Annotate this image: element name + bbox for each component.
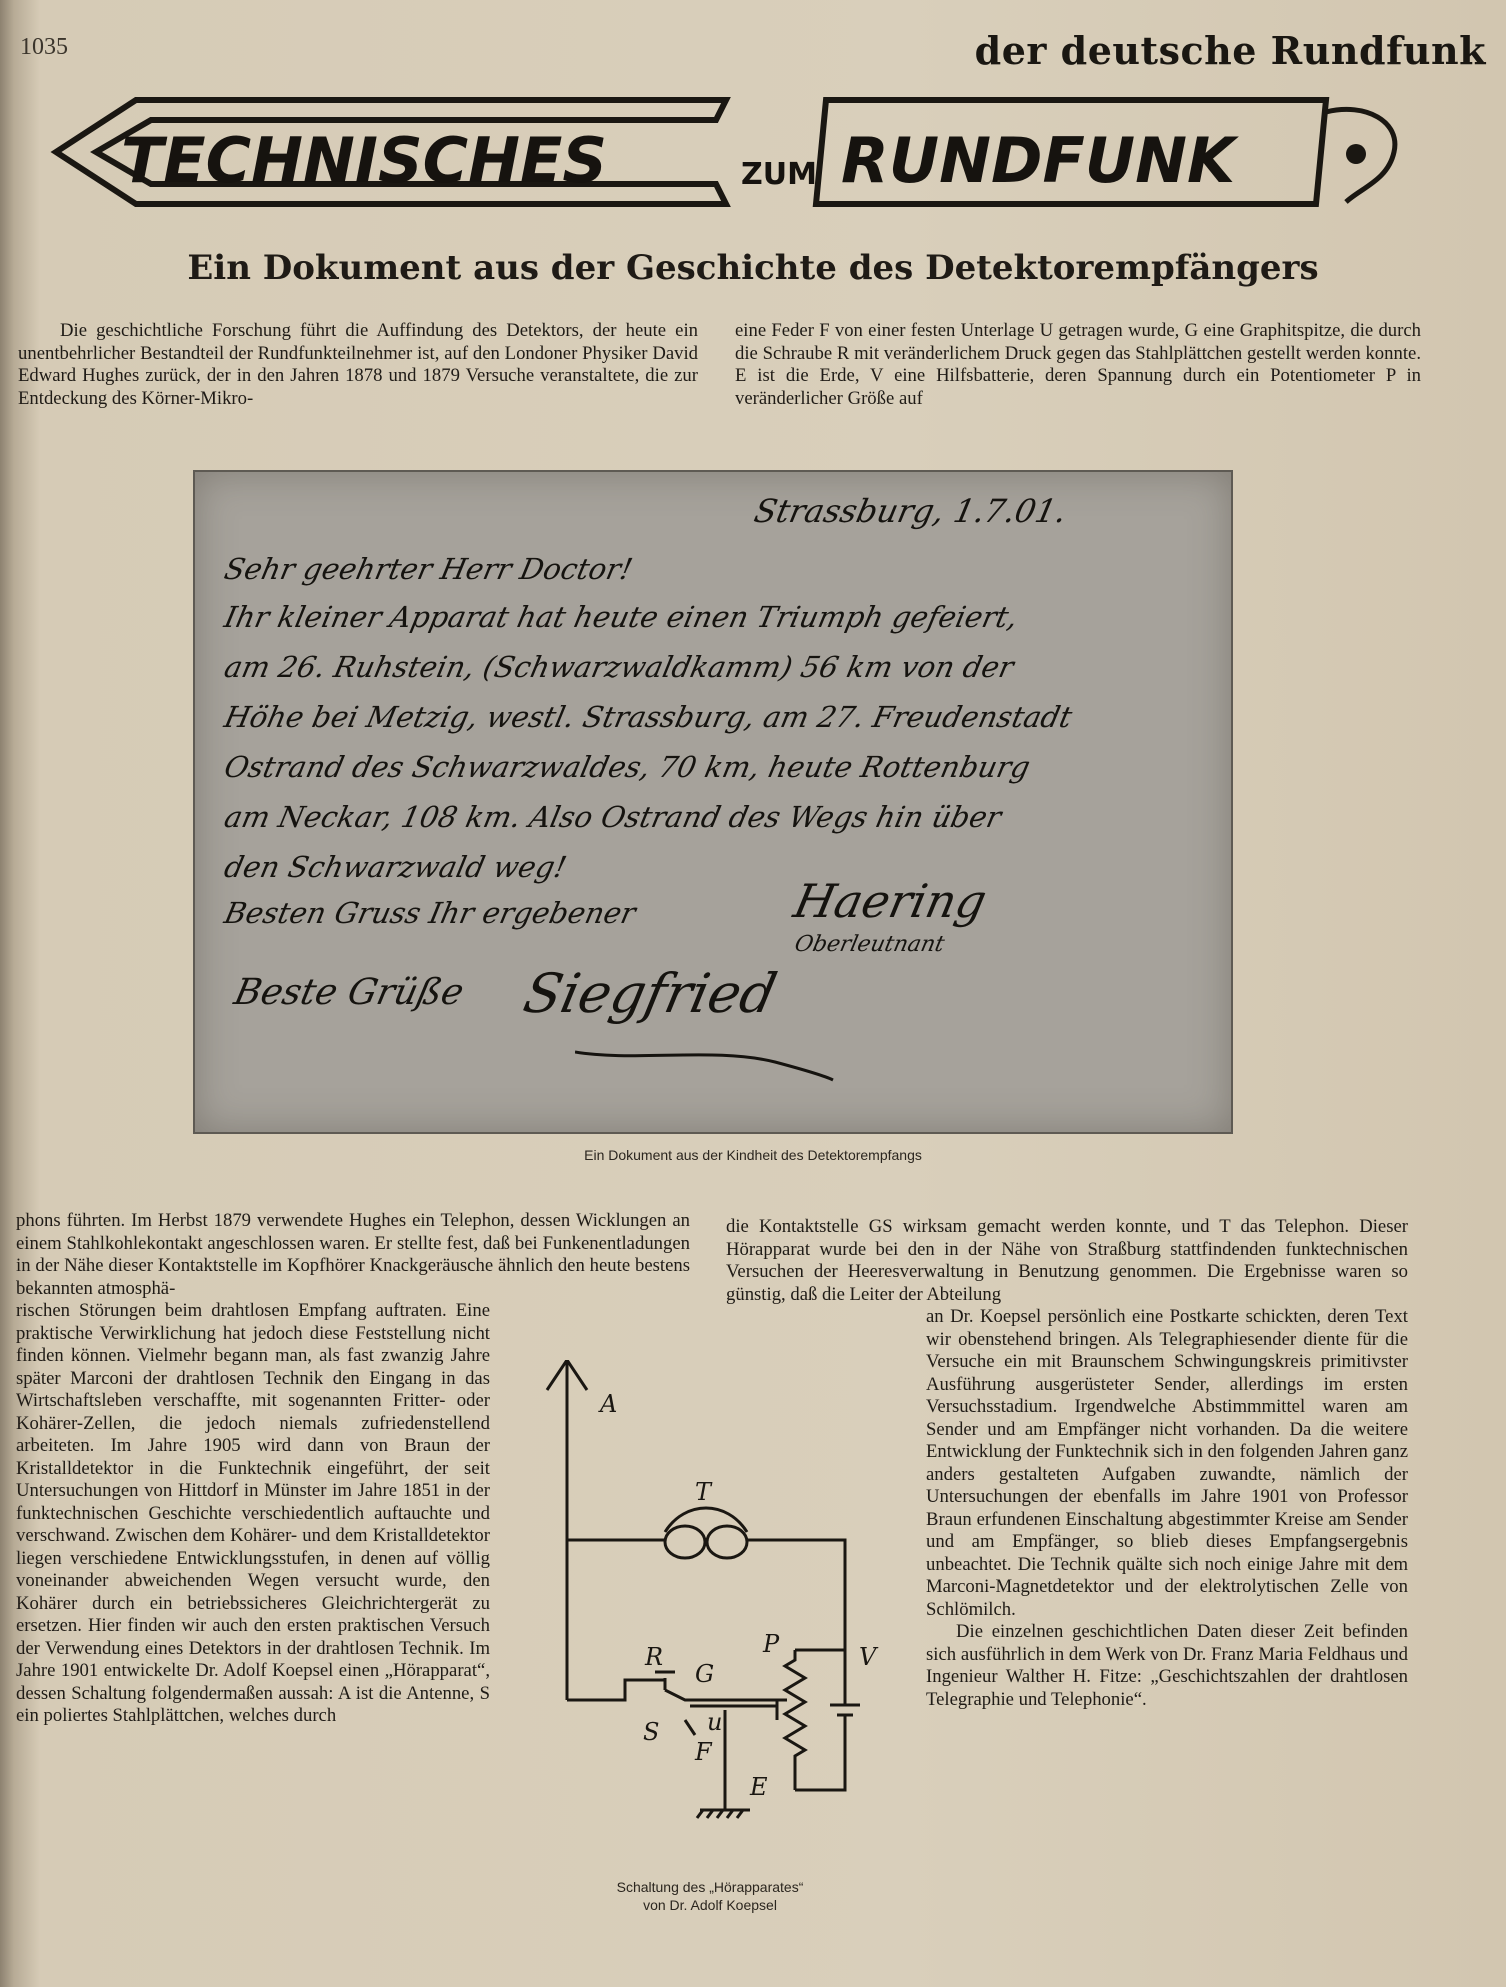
label-E: E bbox=[750, 1773, 768, 1801]
postcard-photo bbox=[193, 470, 1233, 1134]
circuit-caption-line1: Schaltung des „Hörapparates“ bbox=[616, 1879, 804, 1895]
letter-line: am Neckar, 108 km. Also Ostrand des Wegs hin über bbox=[221, 800, 1005, 834]
banner-text-mid: ZUM bbox=[741, 157, 817, 192]
circuit-diagram bbox=[515, 1360, 915, 1860]
body-left-paragraph-full: phons führten. Im Herbst 1879 verwendete Hughes ein Telephon, dessen Wicklungen an einem Stahlkohlekontakt angeschlossen waren. Er stellte fest, daß bei Funkenentladungen in der Nähe dieser Kontaktstelle im Kopfhörer Knackgeräusche ähnlich den heute bestens bekannten atmosphä- bbox=[16, 1210, 690, 1299]
label-R: R bbox=[645, 1643, 664, 1671]
telephone-earpiece-right bbox=[707, 1526, 747, 1558]
label-F: F bbox=[695, 1738, 712, 1766]
label-S: S bbox=[643, 1718, 660, 1746]
page-number: 1035 bbox=[20, 34, 68, 60]
signature-flourish-icon bbox=[575, 1032, 835, 1082]
letter-signature-haering: Haering bbox=[789, 874, 992, 928]
letter-line: den Schwarzwald weg! bbox=[221, 850, 570, 884]
letter-line: Ihr kleiner Apparat hat heute einen Triumph gefeiert, bbox=[221, 600, 1021, 634]
banner-text-left: TECHNISCHES bbox=[121, 124, 608, 197]
label-A: A bbox=[600, 1390, 618, 1418]
label-T: T bbox=[695, 1478, 712, 1506]
label-V: V bbox=[859, 1643, 877, 1671]
letter-place-date: Strassburg, 1.7.01. bbox=[750, 492, 1071, 530]
label-U: u bbox=[707, 1708, 723, 1736]
body-right-paragraph-full: die Kontaktstelle GS wirksam gemacht werden konnte, und T das Telephon. Dieser Hörapparat wurde bei den in der Nähe von Straßburg stattfindenden funktechnischen Versuchen der Heeresverwaltung in Benutzung genommen. Die Ergebnisse waren so günstig, daß die Leiter der Abteilung bbox=[726, 1216, 1408, 1305]
circuit-caption bbox=[560, 1878, 860, 1914]
banner-ornament-icon bbox=[1346, 144, 1366, 164]
body-right-paragraph-narrow: an Dr. Koepsel persönlich eine Postkarte schickten, deren Text wir obenstehend bringen. Als Telegraphiesender diente für die Versuche ein mit Braunschem Schwingungskreis primitivster Ausführung ausgerüsteter Sender, allerdings im ersten Versuchsstadium. Irgendwelche Abstimmmittel waren am Sender und am Empfänger nicht vorhanden. Da die weitere Entwicklung der Funktechnik sich in den folgenden Jahren ganz anders gestalteten Aufgaben zuwandte, nämlich der Untersuchungen der ebenfalls im Jahre 1901 von Professor Braun erfundenen Einschaltung abgestimmter Kreise am Sender und am Empfänger, so blieb dieses Empfangsergebnis unbeachtet. Die Technik quälte sich noch einige Jahre mit dem Marconi-Magnetdetektor und der elektrolytischen Zelle von Schlömilch. bbox=[926, 1306, 1408, 1620]
potentiometer-resistor bbox=[785, 1650, 805, 1790]
intro-left-column: Die geschichtliche Forschung führt die Auffindung des Detektors, der heute ein unentbehrlicher Bestandteil der Rundfunkteilnehmer ist, auf den Londoner Physiker David Edward Hughes zurück, der in den Jahren 1878 und 1879 Versuche veranstaltete, die zur Entdeckung des Körner-Mikro- bbox=[18, 320, 698, 409]
letter-signature-rank: Oberleutnant bbox=[792, 932, 947, 957]
letter-caption: Ein Dokument aus der Kindheit des Detektorempfangs bbox=[584, 1147, 922, 1163]
letter-line: Ostrand des Schwarzwaldes, 70 km, heute Rottenburg bbox=[221, 750, 1034, 784]
intro-right-column: eine Feder F von einer festen Unterlage U getragen wurde, G eine Graphitspitze, die durch die Schraube R mit veränderlichem Druck gegen das Stahlplättchen gestellt werden konnte. E ist die Erde, V eine Hilfsbatterie, deren Spannung durch ein Potentiometer P in veränderlicher Größe auf bbox=[735, 320, 1421, 409]
wire-top-right bbox=[747, 1540, 845, 1640]
article-title: Ein Dokument aus der Geschichte des Detektorempfängers bbox=[187, 248, 1319, 288]
letter-closing: Beste Grüße bbox=[230, 972, 468, 1013]
circuit-caption-line2: von Dr. Adolf Koepsel bbox=[643, 1897, 777, 1913]
letter-line: Höhe bei Metzig, westl. Strassburg, am 27. Freudenstadt bbox=[221, 700, 1076, 734]
body-left-paragraph-narrow: rischen Störungen beim drahtlosen Empfang auftraten. Eine praktische Verwirklichung hat jedoch diese Feststellung nicht finden können. Vielmehr begann man, als fast zwanzig Jahre später Marconi der drahtlosen Technik den Eingang in das Wirtschaftsleben verschaffte, mit sogenannten Fritter- oder Kohärer-Zellen, die jedoch niemals zufriedenstellend arbeiteten. Im Jahre 1905 wird dann von Braun der Kristalldetektor in die Funktechnik eingeführt, der seit Untersuchungen von Hittdorf in Münster im Jahre 1851 in der funktechnischen Geschichte verschiedentlich auftauchte und verschwand. Zwischen dem Kohärer- und dem Kristalldetektor liegen verschiedene Entwicklungsstufen, in denen auf völlig voneinander abweichenden Wegen versucht wurde, den Kohärer durch ein betriebssicheres Gleichrichtergerät zu ersetzen. Hier finden wir auch den ersten praktischen Versuch der Verwendung eines Detektors in der drahtlosen Technik. Im Jahre 1901 entwickelte Dr. Adolf Koepsel einen „Hörapparat“, dessen Schaltung folgendermaßen aussah: A ist die Antenne, S ein poliertes Stahlplättchen, welches durch bbox=[16, 1300, 490, 1726]
telephone-earpiece-left bbox=[665, 1526, 705, 1558]
section-banner bbox=[26, 92, 1406, 212]
letter-signature-siegfried: Siegfried bbox=[518, 962, 783, 1025]
letter-line: am 26. Ruhstein, (Schwarzwaldkamm) 56 km von der bbox=[221, 650, 1017, 684]
spring-line bbox=[685, 1720, 695, 1735]
masthead: der deutsche Rundfunk bbox=[974, 28, 1486, 73]
wire-to-contact bbox=[567, 1680, 665, 1700]
label-G: G bbox=[695, 1660, 715, 1688]
label-P: P bbox=[763, 1630, 780, 1658]
letter-line: Sehr geehrter Herr Doctor! bbox=[221, 552, 636, 586]
letter-line: Besten Gruss Ihr ergebener bbox=[221, 896, 639, 930]
banner-text-right: RUNDFUNK bbox=[841, 124, 1236, 197]
body-right-paragraph-last: Die einzelnen geschichtlichen Daten dieser Zeit befinden sich ausführlich in dem Werk von Dr. Franz Maria Feldhaus und Ingenieur Walther H. Fitze: „Geschichtszahlen der drahtlosen Telegraphie und Telephonie“. bbox=[926, 1621, 1408, 1710]
